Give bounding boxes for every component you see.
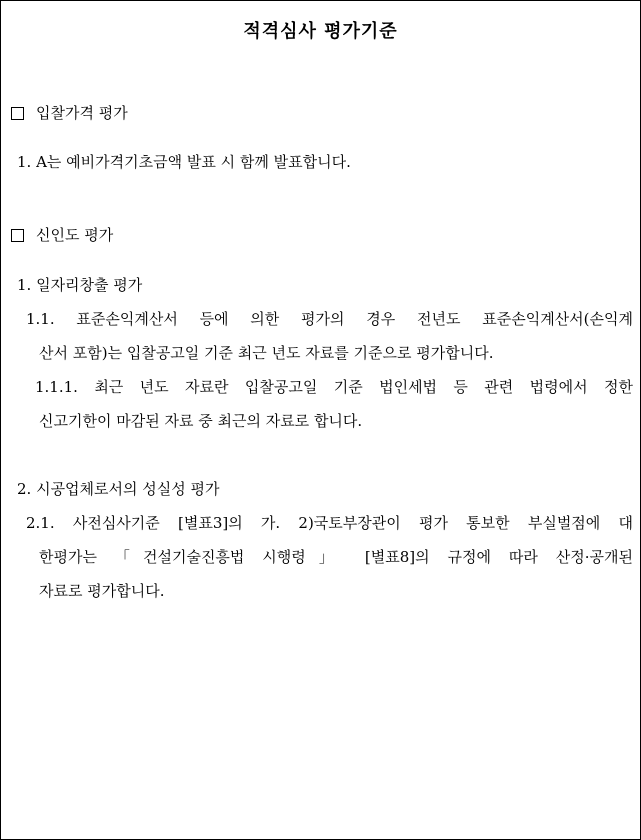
checkbox-icon xyxy=(11,107,24,120)
section-heading-bid-price xyxy=(11,103,128,123)
list-item-continuation: 신고기한이 마감된 자료 중 최근의 자료로 합니다. xyxy=(39,412,363,430)
list-item-continuation: 자료로 평가합니다. xyxy=(39,582,165,600)
list-item-continuation: 산서 포함)는 입찰공고일 기준 최근 년도 자료를 기준으로 평가합니다. xyxy=(39,344,494,362)
section-heading-label: 입찰가격 평가 xyxy=(36,104,128,122)
list-item-continuation: 한평가는 「건설기술진흥법 시행령」 [별표8]의 규정에 따라 산정·공개된 xyxy=(39,548,633,566)
list-item: 1. 일자리창출 평가 xyxy=(17,276,143,294)
list-item: 1.1. 표준손익계산서 등에 의한 평가의 경우 전년도 표준손익계산서(손익계 xyxy=(26,310,633,328)
section-heading-label: 신인도 평가 xyxy=(36,226,114,244)
section-heading-credibility xyxy=(11,225,113,245)
list-item: 1. A는 예비가격기초금액 발표 시 함께 발표합니다. xyxy=(17,153,351,171)
list-item: 1.1.1. 최근 년도 자료란 입찰공고일 기준 법인세법 등 관련 법령에서 정한 xyxy=(35,378,633,396)
list-item: 2.1. 사전심사기준 [별표3]의 가. 2)국토부장관이 평가 통보한 부실벌점에 대 xyxy=(26,514,633,532)
list-item: 2. 시공업체로서의 성실성 평가 xyxy=(17,480,220,498)
page-title: 적격심사 평가기준 xyxy=(243,21,398,42)
checkbox-icon xyxy=(11,229,24,242)
